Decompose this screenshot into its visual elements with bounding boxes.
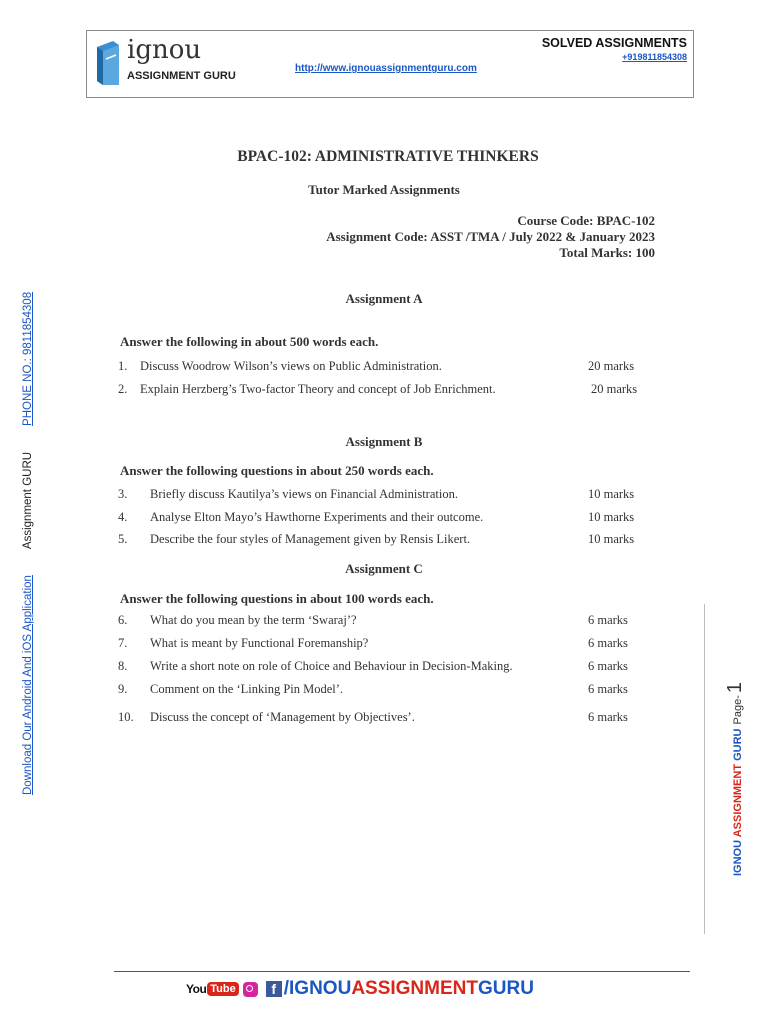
section-title-a: Assignment A — [345, 291, 423, 306]
header-box — [86, 30, 694, 98]
course-code: Course Code: BPAC-102 — [517, 213, 655, 228]
question-text: Discuss Woodrow Wilson’s views on Public Administration. — [140, 359, 442, 373]
question-number: 7. — [118, 636, 128, 650]
question-number: 6. — [118, 613, 128, 627]
website-link[interactable]: http://www.ignouassignmentguru.com — [295, 63, 477, 74]
section-instruction-a: Answer the following in about 500 words each. — [120, 334, 379, 349]
question-row — [118, 710, 648, 728]
question-marks: 20 marks — [588, 359, 635, 373]
question-text: Discuss the concept of ‘Management by Objectives’. — [150, 710, 415, 724]
question-marks: 6 marks — [588, 682, 628, 696]
question-text: Briefly discuss Kautilya’s views on Financial Administration. — [150, 487, 458, 501]
logo-text: ignou — [127, 35, 202, 65]
question-row — [118, 359, 648, 377]
footer-brand-ignou[interactable]: IGNOU — [289, 978, 352, 999]
page-label: Page- — [732, 695, 744, 725]
question-number: 5. — [118, 532, 128, 546]
question-row — [118, 382, 648, 400]
youtube-tube-badge[interactable]: Tube — [207, 982, 238, 996]
question-text: Write a short note on role of Choice and Behaviour in Decision-Making. — [150, 659, 513, 673]
document-subtitle: Tutor Marked Assignments — [308, 182, 460, 197]
question-marks: 6 marks — [588, 659, 628, 673]
side-right-divider — [704, 604, 705, 934]
question-marks: 10 marks — [588, 510, 635, 524]
footer-slash: / — [283, 978, 290, 999]
side-brand-text: Assignment GURU — [22, 451, 34, 550]
download-app-link[interactable]: Download Our Android And iOS Application — [22, 575, 34, 795]
section-title-c: Assignment C — [345, 561, 423, 576]
question-number: 9. — [118, 682, 128, 696]
question-number: 1. — [118, 359, 128, 373]
facebook-icon[interactable]: f — [266, 981, 282, 997]
question-row — [118, 613, 648, 631]
question-marks: 10 marks — [588, 487, 635, 501]
footer — [186, 977, 534, 1001]
question-row — [118, 682, 648, 700]
question-marks: 6 marks — [588, 636, 628, 650]
youtube-icon[interactable]: You — [186, 982, 207, 996]
section-instruction-b: Answer the following questions in about 250 words each. — [120, 463, 434, 478]
side-left-banner — [22, 292, 34, 795]
question-row — [118, 659, 648, 677]
question-row — [118, 510, 648, 528]
instagram-icon[interactable] — [243, 982, 258, 997]
assignment-code: Assignment Code: ASST /TMA / July 2022 & January 2023 — [326, 229, 655, 244]
footer-brand-guru[interactable]: GURU — [478, 978, 534, 999]
question-marks: 20 marks — [591, 382, 638, 396]
question-text: Explain Herzberg’s Two-factor Theory and concept of Job Enrichment. — [140, 382, 496, 396]
footer-divider — [114, 971, 690, 972]
question-row — [118, 487, 648, 505]
question-marks: 6 marks — [588, 613, 628, 627]
question-number: 10. — [118, 710, 134, 724]
question-text: What is meant by Functional Foremanship? — [150, 636, 369, 650]
question-text: Analyse Elton Mayo’s Hawthorne Experiments and their outcome. — [150, 510, 484, 524]
question-number: 2. — [118, 382, 128, 396]
side-right-banner — [724, 682, 747, 876]
page-number: 1 — [724, 682, 746, 694]
question-text: Describe the four styles of Management given by Rensis Likert. — [150, 532, 471, 546]
side-right-ignou: IGNOU — [732, 837, 744, 876]
book-logo-icon — [95, 39, 121, 87]
question-number: 3. — [118, 487, 128, 501]
section-title-b: Assignment B — [345, 434, 423, 449]
question-row — [118, 532, 648, 550]
question-number: 8. — [118, 659, 128, 673]
total-marks: Total Marks: 100 — [559, 245, 655, 260]
header-right-title: SOLVED ASSIGNMENTS — [541, 36, 687, 50]
question-text: Comment on the ‘Linking Pin Model’. — [150, 682, 344, 696]
side-right-assignment: ASSIGNMENT — [732, 763, 744, 838]
question-marks: 10 marks — [588, 532, 635, 546]
question-text: What do you mean by the term ‘Swaraj’? — [150, 613, 357, 627]
header-phone-link[interactable]: +919811854308 — [622, 52, 687, 62]
question-row — [118, 636, 648, 654]
question-marks: 6 marks — [588, 710, 628, 724]
logo-subtitle: ASSIGNMENT GURU — [127, 70, 236, 82]
side-phone-link[interactable]: PHONE NO.: 9811854308 — [22, 291, 34, 426]
question-number: 4. — [118, 510, 128, 524]
section-instruction-c: Answer the following questions in about 100 words each. — [120, 591, 434, 606]
footer-brand-assignment[interactable]: ASSIGNMENT — [351, 978, 478, 999]
document-title: BPAC-102: ADMINISTRATIVE THINKERS — [237, 148, 539, 165]
side-right-guru: GURU — [732, 728, 744, 764]
